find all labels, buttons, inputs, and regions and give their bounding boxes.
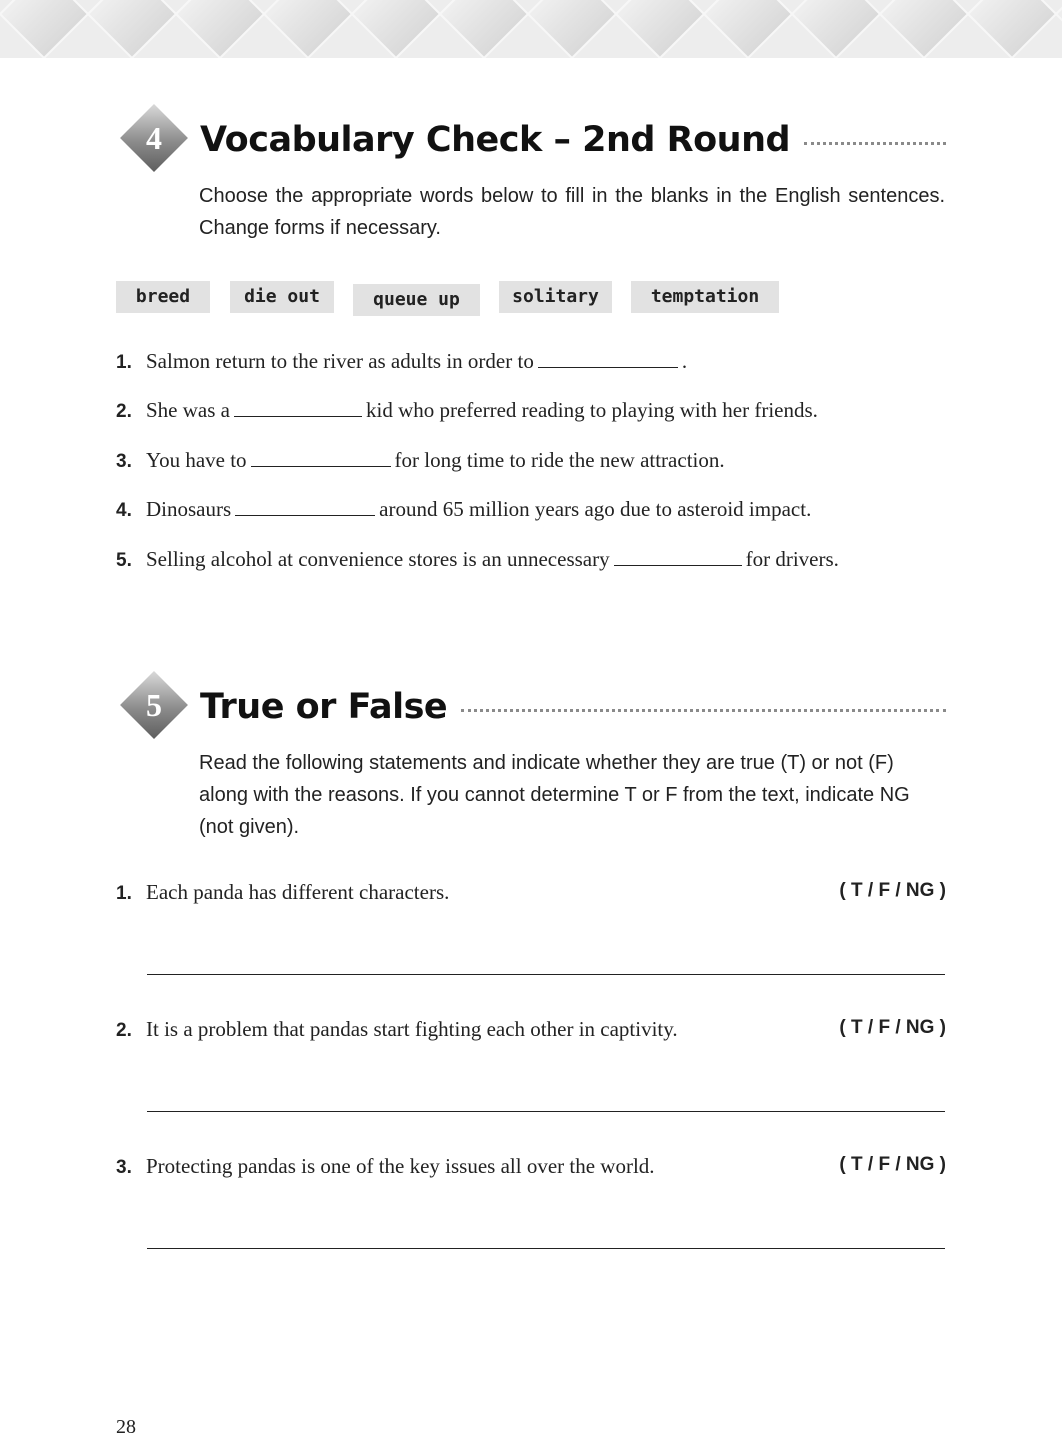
answer-line[interactable] xyxy=(147,974,945,975)
section-5-dotted-rule xyxy=(461,709,946,712)
item-number: 2. xyxy=(116,401,132,422)
tf-ng-choice[interactable]: ( T / F / NG ) xyxy=(839,1017,946,1038)
section-4-title: Vocabulary Check – 2nd Round xyxy=(200,120,791,160)
word-bank-item: queue up xyxy=(353,284,480,316)
item-text-after: kid who preferred reading to playing with her friends. xyxy=(365,398,818,422)
word-bank-item: solitary xyxy=(499,281,612,313)
vocab-item xyxy=(116,398,946,423)
vocab-item xyxy=(116,448,946,473)
word-bank-item: die out xyxy=(230,281,334,313)
section-5-header xyxy=(116,671,946,747)
tf-item xyxy=(116,880,946,905)
item-number: 4. xyxy=(116,500,132,521)
section-4-instructions: Choose the appropriate words below to fill in the blanks in the English sentences. Change forms if necessary. xyxy=(199,185,945,239)
fill-in-blank[interactable] xyxy=(614,547,742,566)
tf-item xyxy=(116,1017,946,1042)
answer-line[interactable] xyxy=(147,1111,945,1112)
item-number: 3. xyxy=(116,1157,132,1178)
vocab-item xyxy=(116,547,946,572)
fill-in-blank[interactable] xyxy=(235,497,375,516)
section-4-header xyxy=(116,104,946,180)
section-5-instructions: Read the following statements and indicate whether they are true (T) or not (F) along with the reasons. If you cannot determine T or F from the text, indicate NG (not given). xyxy=(199,752,910,838)
tf-ng-choice[interactable]: ( T / F / NG ) xyxy=(839,880,946,901)
item-number: 1. xyxy=(116,883,132,904)
item-number: 1. xyxy=(116,352,132,373)
fill-in-blank[interactable] xyxy=(538,349,678,368)
item-number: 5. xyxy=(116,550,132,571)
vocab-item xyxy=(116,497,946,522)
item-text-after: for long time to ride the new attraction. xyxy=(394,448,725,472)
item-number: 3. xyxy=(116,451,132,472)
item-text-before: Selling alcohol at convenience stores is an unnecessary xyxy=(146,547,610,571)
section-5-number: 5 xyxy=(146,687,162,723)
statement-text: Protecting pandas is one of the key issues all over the world. xyxy=(146,1154,655,1178)
item-text-before: You have to xyxy=(146,448,247,472)
page-number: 28 xyxy=(116,1416,136,1438)
item-text-before: Salmon return to the river as adults in order to xyxy=(146,349,534,373)
item-text-before: Dinosaurs xyxy=(146,497,232,521)
header-banner xyxy=(0,0,1062,58)
tf-item xyxy=(116,1154,946,1179)
answer-line[interactable] xyxy=(147,1248,945,1249)
item-text-after: around 65 million years ago due to asteroid impact. xyxy=(379,497,812,521)
statement-text: It is a problem that pandas start fighting each other in captivity. xyxy=(146,1017,678,1041)
word-bank-item: temptation xyxy=(631,281,779,313)
vocab-item xyxy=(116,349,946,374)
word-bank-item: breed xyxy=(116,281,210,313)
statement-text: Each panda has different characters. xyxy=(146,880,450,904)
item-text-after: . xyxy=(681,349,688,373)
tf-ng-choice[interactable]: ( T / F / NG ) xyxy=(839,1154,946,1175)
fill-in-blank[interactable] xyxy=(234,398,362,417)
fill-in-blank[interactable] xyxy=(251,448,391,467)
item-text-before: She was a xyxy=(146,398,230,422)
section-4-dotted-rule xyxy=(804,142,946,145)
section-5-title: True or False xyxy=(200,687,448,727)
section-4-number: 4 xyxy=(146,120,162,156)
item-number: 2. xyxy=(116,1020,132,1041)
item-text-after: for drivers. xyxy=(745,547,839,571)
